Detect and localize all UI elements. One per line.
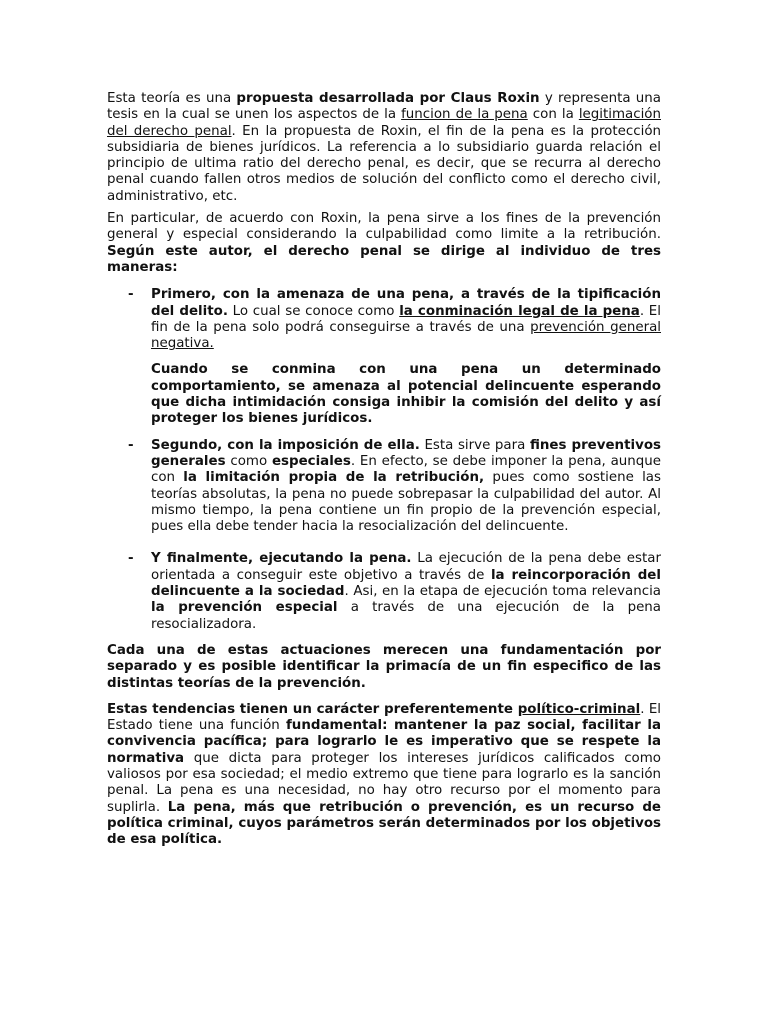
paragraph-roxin-prevention: En particular, de acuerdo con Roxin, la pena sirve a los fines de la prevención general y especial considerando la culpabilidad como limite a la retribución. Según este autor, el derecho penal se dirige al individuo de tres maneras:	[107, 211, 661, 275]
paragraph-roxin-intro: Esta teoría es una propuesta desarrollada por Claus Roxin y representa una tesis en la cual se unen los aspectos de la funcion de la pena con la legitimación del derecho penal. En la propuesta de Roxin, el fin de la pena es la protección subsidiaria de bienes jurídicos. La referencia a lo subsidiario guarda relación el principio de ultima ratio del derecho penal, es decir, que se recurra al derecho penal cuando fallen otros medios de solución del conflicto como el derecho civil, administrativo, etc.	[107, 91, 661, 204]
list-three-ways	[107, 287, 661, 633]
list-item-segundo: - Segundo, con la imposición de ella. Esta sirve para fines preventivos generales como especiales. En efecto, se debe imponer la pena, aunque con la limitación propia de la retribución, pues como sostiene las teorías absolutas, la pena no puede sobrepasar la culpabilidad del autor. Al mismo tiempo, la pena contiene un fin propio de la prevención especial, pues ella debe tender hacia la resocialización del delincuente.	[128, 437, 661, 535]
list-dash: -	[128, 551, 134, 567]
list-dash: -	[128, 287, 134, 303]
list-item-primero: - Primero, con la amenaza de una pena, a través de la tipificación del delito. Lo cual se conoce como la conminación legal de la pena. El fin de la pena solo podrá conseguirse a través de una prevención general negativa.	[128, 287, 661, 352]
list-item-finalmente: - Y finalmente, ejecutando la pena. La ejecución de la pena debe estar orientada a conseguir este objetivo a través de la reincorporación del delincuente a la sociedad. Asi, en la etapa de ejecución toma relevancia la prevención especial a través de una ejecución de la pena resocializadora.	[128, 551, 661, 632]
paragraph-actuaciones: Cada una de estas actuaciones merecen una fundamentación por separado y es posible identificar la primacía de un fin especifico de las distintas teorías de la prevención.	[107, 642, 661, 691]
list-dash: -	[128, 437, 134, 453]
list-item-primero-detail: Cuando se conmina con una pena un determinado comportamiento, se amenaza al potencial delincuente esperando que dicha intimidación consiga inhibir la comisión del delito y así proteger los bienes jurídicos.	[151, 362, 661, 427]
document-body	[107, 91, 661, 848]
paragraph-politico-criminal: Estas tendencias tienen un carácter preferentemente político-criminal. El Estado tiene una función fundamental: mantener la paz social, facilitar la convivencia pacífica; para lograrlo le es imperativo que se respete la normativa que dicta para proteger los intereses jurídicos calificados como valiosos por esa sociedad; el medio extremo que tiene para lograrlo es la sanción penal. La pena es una necesidad, no hay otro recurso por el momento para suplirla. La pena, más que retribución o prevención, es un recurso de política criminal, cuyos parámetros serán determinados por los objetivos de esa política.	[107, 701, 661, 848]
